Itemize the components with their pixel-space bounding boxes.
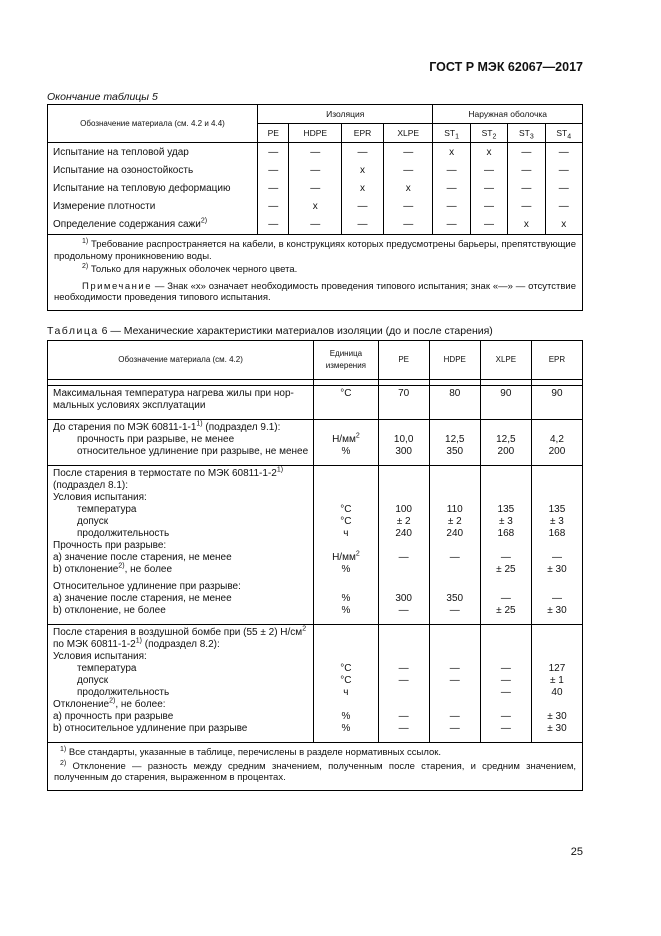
t5-col-header: EPR xyxy=(342,124,384,143)
t5-group-sheath: Наружная оболочка xyxy=(433,105,583,124)
t5-col-header: $ST_3$ xyxy=(508,124,545,143)
t5-notes xyxy=(48,235,583,311)
t5-cell: — xyxy=(545,143,582,163)
t6-header-epr: EPR xyxy=(531,341,582,380)
t5-cell: — xyxy=(470,180,507,198)
t5-cell: x xyxy=(508,216,545,235)
t5-cell: — xyxy=(289,162,342,180)
t5-cell: x xyxy=(289,198,342,216)
t5-cell: — xyxy=(342,143,384,163)
t5-cell: — xyxy=(433,216,470,235)
t5-row-label: Испытание на озоностойкость xyxy=(53,165,194,176)
t5-cell: — xyxy=(342,198,384,216)
page-number: 25 xyxy=(570,846,583,858)
t6-row-air-bomb-aging: После старения в воздушной бомбе при (55 ± 2) $Н/см^2$ по МЭК 60811-1-2$^{1)}$ (подраздел 8.2): Условия испытания: температура допуск продолжительность Отклонение$^{2)}$, не более: a) прочность при разрыве b) относительное удлинение при разрыве °C °C ч % % — — — — — — — — — — — — — 127 ± 1 40 ± 30 ± 30 xyxy=(48,625,583,738)
t5-row-label: Испытание на тепловой удар xyxy=(53,147,189,158)
t5-cell: x xyxy=(342,162,384,180)
t5-col-header: HDPE xyxy=(289,124,342,143)
t5-rows xyxy=(48,143,583,235)
t5-footnote-2: $^{2)}$ Только для наружных оболочек черного цвета. xyxy=(82,262,298,275)
table-5 xyxy=(47,104,583,311)
t5-cell: x xyxy=(384,180,433,198)
t5-cell: — xyxy=(470,162,507,180)
t5-cell: — xyxy=(384,162,433,180)
t6-row-before-aging: До старения по МЭК 60811-1-1$^{1)}$ (подраздел 9.1): прочность при разрыве, не менее относительное удлинение при разрыве, не менее $Н/мм^2$ % 10,0 300 12,5 350 12,5 200 4,2 200 xyxy=(48,420,583,461)
t5-footnote-1: $^{1)}$ Требование распространяется на кабели, в конструкциях которых предусмотрены барьеры, препятствующие продольному проникновению воды. xyxy=(54,237,576,262)
t6-footnote-1: $^{1)}$ Все стандарты, указанные в таблице, перечислены в разделе нормативных ссылок. xyxy=(60,745,442,758)
t5-cell: — xyxy=(258,180,289,198)
t5-cell: — xyxy=(384,143,433,163)
t5-cell: — xyxy=(470,198,507,216)
t5-col-header: XLPE xyxy=(384,124,433,143)
t5-row-label: Измерение плотности xyxy=(53,201,156,212)
t5-cell: — xyxy=(433,198,470,216)
t5-cell: — xyxy=(433,180,470,198)
t6-row-max-temperature: Максимальная температура нагрева жилы при нор- мальных условиях эксплуатации °C 70 80 90 90 xyxy=(48,386,583,415)
t5-row xyxy=(48,216,583,235)
t5-cell: — xyxy=(289,180,342,198)
t5-cell: x xyxy=(470,143,507,163)
t5-cell: — xyxy=(508,162,545,180)
t5-cell: — xyxy=(384,198,433,216)
t5-col-header: $ST_1$ xyxy=(433,124,470,143)
t5-row xyxy=(48,162,583,180)
t5-cell: — xyxy=(508,198,545,216)
table5-continuation-title: Окончание таблицы 5 xyxy=(47,91,158,103)
table-6 xyxy=(47,340,583,791)
t5-row-label: Испытание на тепловую деформацию xyxy=(53,183,231,194)
t6-header-material: Обозначение материала (см. 4.2) xyxy=(48,341,314,380)
t5-cell: — xyxy=(258,216,289,235)
t5-col-header: PE xyxy=(258,124,289,143)
t5-row-label: Определение содержания сажи$^{2)}$ xyxy=(53,217,208,230)
t5-cell: x xyxy=(342,180,384,198)
t5-cell: — xyxy=(384,216,433,235)
t5-row xyxy=(48,143,583,163)
t5-col-header: $ST_4$ xyxy=(545,124,582,143)
t5-cell: — xyxy=(508,180,545,198)
standard-header: ГОСТ Р МЭК 62067—2017 xyxy=(429,60,583,74)
t5-group-insulation: Изоляция xyxy=(258,105,433,124)
t5-cell: — xyxy=(289,143,342,163)
t5-note: Примечание — Знак «x» означает необходимость проведения типового испытания; знак «—» — отсутствие необходимости проведения типового испытания. xyxy=(54,280,576,303)
t5-cell: x xyxy=(545,216,582,235)
t6-header-pe: PE xyxy=(378,341,429,380)
t5-material-header: Обозначение материала (см. 4.2 и 4.4) xyxy=(48,105,258,143)
t5-cell: — xyxy=(289,216,342,235)
t6-footnote-2: $^{2)}$ Отклонение — разность между средним значением, полученным после старения, и средним значением, полученным до старения, выраженном в процентах. xyxy=(54,759,577,783)
t5-col-header: $ST_2$ xyxy=(470,124,507,143)
t5-cell: — xyxy=(508,143,545,163)
t5-cell: — xyxy=(545,198,582,216)
t6-row-oven-aging: После старения в термостате по МЭК 60811-1-2$^{1)}$ (подраздел 8.1): Условия испытания: температура допуск продолжительность Прочность при разрыве: a) значение после старения, не менее b) отклонение$^{2)}$, не более Относительное удлинение при разрыве: a) значение после старения, не менее b) отклонение, не более °C °C ч $Н/мм^2$ % % % 100 ± 2 240 — 300 — 110 ± 2 240 — 350 — 135 ± 3 168 — ± 25 — ± 25 135 ± 3 168 — ± 30 — ± 30 xyxy=(48,466,583,620)
t5-cell: — xyxy=(258,143,289,163)
t6-header-unit: Единица измерения xyxy=(314,341,378,380)
t6-header-xlpe: XLPE xyxy=(480,341,531,380)
table6-caption: Таблица 6 — Механические характеристики материалов изоляции (до и после старения) xyxy=(47,325,493,337)
t6-header-hdpe: HDPE xyxy=(429,341,480,380)
t5-cell: — xyxy=(545,180,582,198)
t5-cell: — xyxy=(342,216,384,235)
t5-row xyxy=(48,180,583,198)
t5-cell: — xyxy=(433,162,470,180)
t5-row xyxy=(48,198,583,216)
t5-cell: — xyxy=(545,162,582,180)
t6-notes xyxy=(48,743,583,791)
t5-cell: x xyxy=(433,143,470,163)
t5-cell: — xyxy=(470,216,507,235)
t5-cell: — xyxy=(258,198,289,216)
t5-cell: — xyxy=(258,162,289,180)
